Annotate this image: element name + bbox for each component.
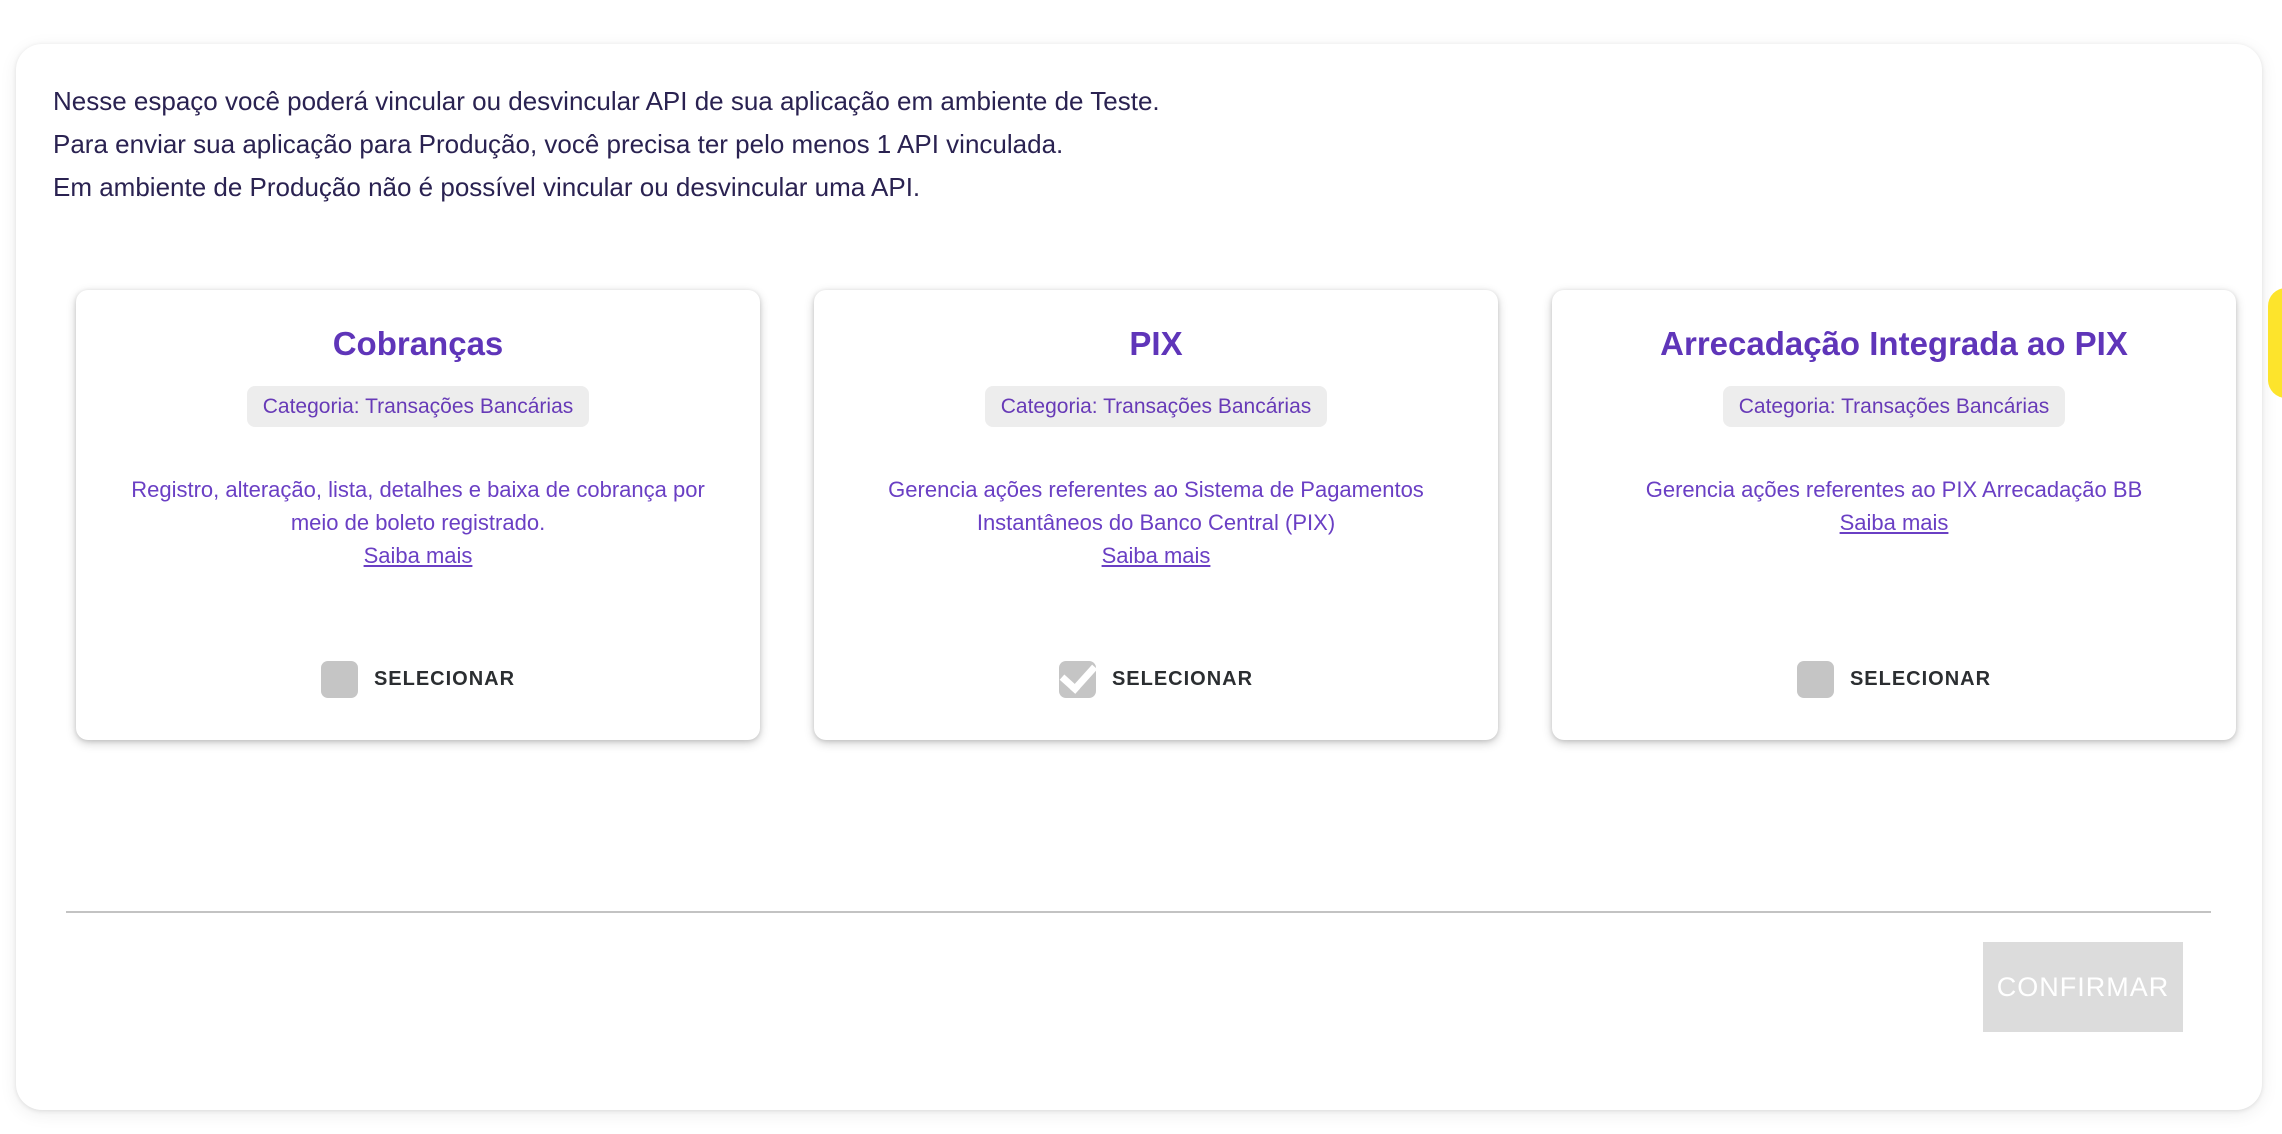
card-title: Cobranças <box>332 325 504 362</box>
selecionar-label[interactable]: SELECIONAR <box>1111 668 1254 690</box>
card-description-line-1: Gerencia ações referentes ao Sistema de Pagamentos <box>888 477 1424 502</box>
selecionar-label[interactable]: SELECIONAR <box>1849 668 1992 690</box>
saiba-mais-link[interactable]: Saiba mais <box>1101 543 1211 568</box>
selecionar-control[interactable] <box>76 661 760 698</box>
card-description-line-2: meio de boleto registrado. <box>290 510 546 535</box>
api-card-pix <box>814 290 1498 740</box>
selecionar-label[interactable]: SELECIONAR <box>373 668 516 690</box>
intro-text-line-3: Em ambiente de Produção não é possível vincular ou desvincular uma API. <box>53 172 921 202</box>
side-tab-button[interactable] <box>2268 288 2282 398</box>
card-description-line-1: Gerencia ações referentes ao PIX Arrecadação BB <box>1645 477 2143 502</box>
check-icon <box>1060 655 1098 694</box>
card-description-line-1: Registro, alteração, lista, detalhes e baixa de cobrança por <box>131 477 705 502</box>
intro-text <box>53 80 1160 209</box>
selecionar-checkbox[interactable] <box>321 661 358 698</box>
category-badge: Categoria: Transações Bancárias <box>247 386 590 427</box>
confirmar-button[interactable]: CONFIRMAR <box>1983 942 2183 1032</box>
saiba-mais-link[interactable]: Saiba mais <box>363 543 473 568</box>
api-card-arrecadacao-pix <box>1552 290 2236 740</box>
category-badge: Categoria: Transações Bancárias <box>1723 386 2066 427</box>
content-panel <box>16 44 2262 1110</box>
intro-text-line-2: Para enviar sua aplicação para Produção, você precisa ter pelo menos 1 API vinculada. <box>53 129 1064 159</box>
card-description-line-2: Instantâneos do Banco Central (PIX) <box>976 510 1336 535</box>
card-description <box>814 473 1498 572</box>
card-description <box>76 473 760 572</box>
card-title: PIX <box>1129 325 1183 362</box>
intro-text-line-1: Nesse espaço você poderá vincular ou desvincular API de sua aplicação em ambiente de Teste. <box>53 86 1160 116</box>
selecionar-control[interactable] <box>1552 661 2236 698</box>
footer-divider <box>66 911 2211 913</box>
card-description <box>1552 473 2236 539</box>
card-title: Arrecadação Integrada ao PIX <box>1660 325 2128 362</box>
selecionar-checkbox[interactable] <box>1797 661 1834 698</box>
selecionar-checkbox[interactable] <box>1059 661 1096 698</box>
api-cards-row <box>76 290 2236 740</box>
category-badge: Categoria: Transações Bancárias <box>985 386 1328 427</box>
api-card-cobrancas <box>76 290 760 740</box>
saiba-mais-link[interactable]: Saiba mais <box>1839 510 1949 535</box>
selecionar-control[interactable] <box>814 661 1498 698</box>
